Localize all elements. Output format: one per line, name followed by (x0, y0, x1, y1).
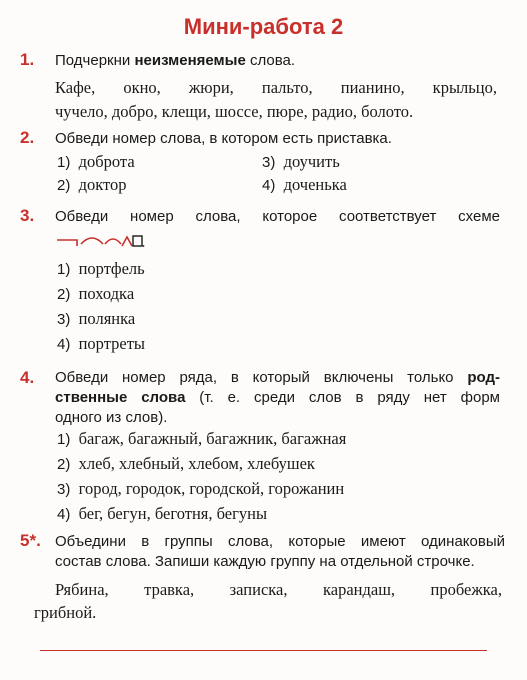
task-5-words-cont (34, 601, 502, 624)
option-words: багаж, багажный, багажник, багажная (78, 429, 347, 448)
task-3-option-4[interactable] (57, 334, 145, 354)
option-word: доктор (78, 175, 127, 194)
option-number[interactable]: 4) (57, 336, 71, 353)
task-1-text-bold: неизменяемые (134, 52, 246, 69)
option-number[interactable]: 1) (57, 154, 71, 171)
task-4-text-line-3: одного из слов). (55, 409, 168, 426)
option-word: портреты (78, 334, 145, 353)
option-number[interactable]: 3) (57, 311, 71, 328)
task-4-option-1[interactable] (57, 429, 346, 449)
task-2-option-3[interactable] (262, 152, 340, 172)
task-3-option-1[interactable] (57, 259, 145, 279)
option-number[interactable]: 1) (57, 431, 71, 448)
task-2-option-4[interactable] (262, 175, 347, 195)
task-3-option-3[interactable] (57, 309, 135, 329)
task-2-number: 2. (20, 128, 35, 147)
option-word: доучить (283, 152, 340, 171)
task-2-option-1[interactable] (57, 152, 135, 172)
task-4-question (55, 368, 500, 428)
task-5-words (55, 578, 502, 601)
option-word: полянка (78, 309, 136, 328)
option-words: бег, бегун, беготня, бегуны (78, 504, 268, 523)
option-number[interactable]: 2) (57, 456, 71, 473)
answer-line[interactable] (40, 650, 487, 651)
task-5-text-line-1: Объедини в группы слова, которые имеют одинаковый (55, 533, 505, 550)
task-5-words-line-1: Рябина, травка, записка, карандаш, пробежка, (55, 580, 502, 599)
task-4-text-line-1: Обведи номер ряда, в который включены только (55, 369, 468, 386)
task-1-text-post: слова. (245, 52, 296, 69)
task-4-option-3[interactable] (57, 479, 344, 499)
task-1-words-line-1[interactable]: Кафе, окно, жюри, пальто, пианино, крыльцо, (55, 78, 497, 97)
option-number[interactable]: 2) (57, 286, 71, 303)
task-4-text-bold-2: ственные слова (55, 389, 186, 406)
task-4-text-line-2: (т. е. среди слов в ряду нет форм (185, 389, 500, 406)
option-words: город, городок, городской, горожанин (78, 479, 345, 498)
morpheme-scheme-icon (55, 232, 145, 252)
task-4-option-4[interactable] (57, 504, 267, 524)
option-word: портфель (78, 259, 145, 278)
task-1-words (55, 76, 497, 124)
task-1-text-pre: Подчеркни (55, 52, 135, 69)
task-4-option-2[interactable] (57, 454, 315, 474)
option-number[interactable]: 3) (262, 154, 276, 171)
task-5-text-line-2: состав слова. Запиши каждую группу на отдельной строчке. (55, 553, 475, 570)
task-4-text-bold-1: род- (467, 369, 500, 386)
task-3-question: Обведи номер слова, которое соответствует схеме (55, 208, 500, 225)
task-5-question (55, 532, 505, 572)
option-word: походка (78, 284, 135, 303)
task-4-number: 4. (20, 368, 35, 387)
task-1-number: 1. (20, 50, 35, 69)
option-number[interactable]: 2) (57, 177, 71, 194)
task-2-option-2[interactable] (57, 175, 127, 195)
option-words: хлеб, хлебный, хлебом, хлебушек (78, 454, 315, 473)
option-number[interactable]: 4) (57, 506, 71, 523)
page-title: Мини-работа 2 (183, 14, 344, 39)
option-word: доброта (78, 152, 135, 171)
task-1-words-line-2[interactable]: чучело, добро, клещи, шоссе, пюре, радио, болото. (55, 102, 414, 121)
task-3-option-2[interactable] (57, 284, 134, 304)
task-1-question (55, 51, 295, 71)
task-2-question: Обведи номер слова, в котором есть приставка. (55, 130, 392, 147)
option-number[interactable]: 1) (57, 261, 71, 278)
option-number[interactable]: 3) (57, 481, 71, 498)
option-word: доченька (283, 175, 347, 194)
task-5-number: 5*. (20, 531, 41, 550)
option-number[interactable]: 4) (262, 177, 276, 194)
task-5-words-line-2: грибной. (34, 603, 97, 622)
task-3-number: 3. (20, 206, 35, 225)
